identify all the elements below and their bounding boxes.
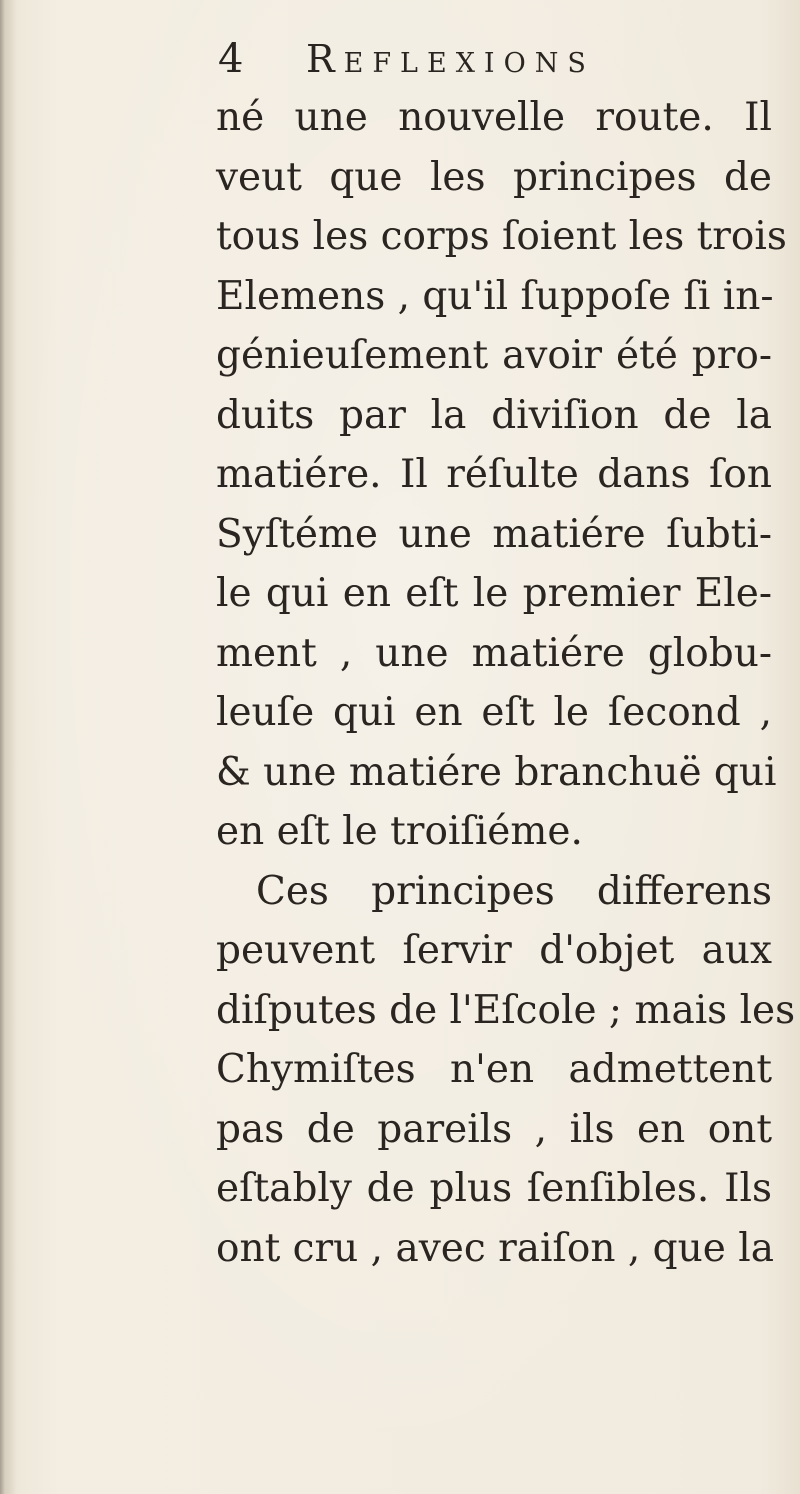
text-line: leuſe qui en eſt le ſecond , [216, 690, 772, 735]
running-title: Reflexions [306, 37, 595, 81]
body-text [216, 88, 796, 1278]
binding-edge [0, 0, 16, 1494]
text-line: Ces principes differens [256, 868, 772, 914]
text-line: né une nouvelle route. Il [216, 95, 772, 140]
text-line: duits par la diviſion de la [216, 392, 772, 438]
text-line: veut que les principes de [216, 154, 772, 200]
text-line: Elemens , qu'il ſuppoſe ſi in- [216, 273, 774, 319]
text-line: eſtably de plus ſenſibles. Ils [216, 1166, 772, 1211]
page-number: 4 [218, 36, 244, 82]
text-line: Syſtéme une matiére ſubti- [216, 511, 772, 557]
text-line: & une matiére branchuë qui [216, 749, 777, 795]
text-line: en eſt le troiſiéme. [216, 809, 583, 854]
text-line: peuvent ſervir d'objet aux [216, 928, 772, 973]
text-line: ont cru , avec raiſon , que la [216, 1225, 774, 1271]
text-line: génieuſement avoir été pro- [216, 333, 772, 378]
text-line: Chymiſtes n'en admettent [216, 1047, 772, 1092]
text-line: pas de pareils , ils en ont [216, 1106, 772, 1152]
page-header [218, 28, 688, 88]
text-line: ment , une matiére globu- [216, 630, 772, 676]
text-line: le qui en eſt le premier Ele- [216, 571, 772, 616]
text-line: matiére. Il réſulte dans ſon [216, 452, 772, 497]
text-line: diſputes de l'Eſcole ; mais les [216, 987, 796, 1033]
text-line: tous les corps ſoient les trois [216, 214, 787, 259]
